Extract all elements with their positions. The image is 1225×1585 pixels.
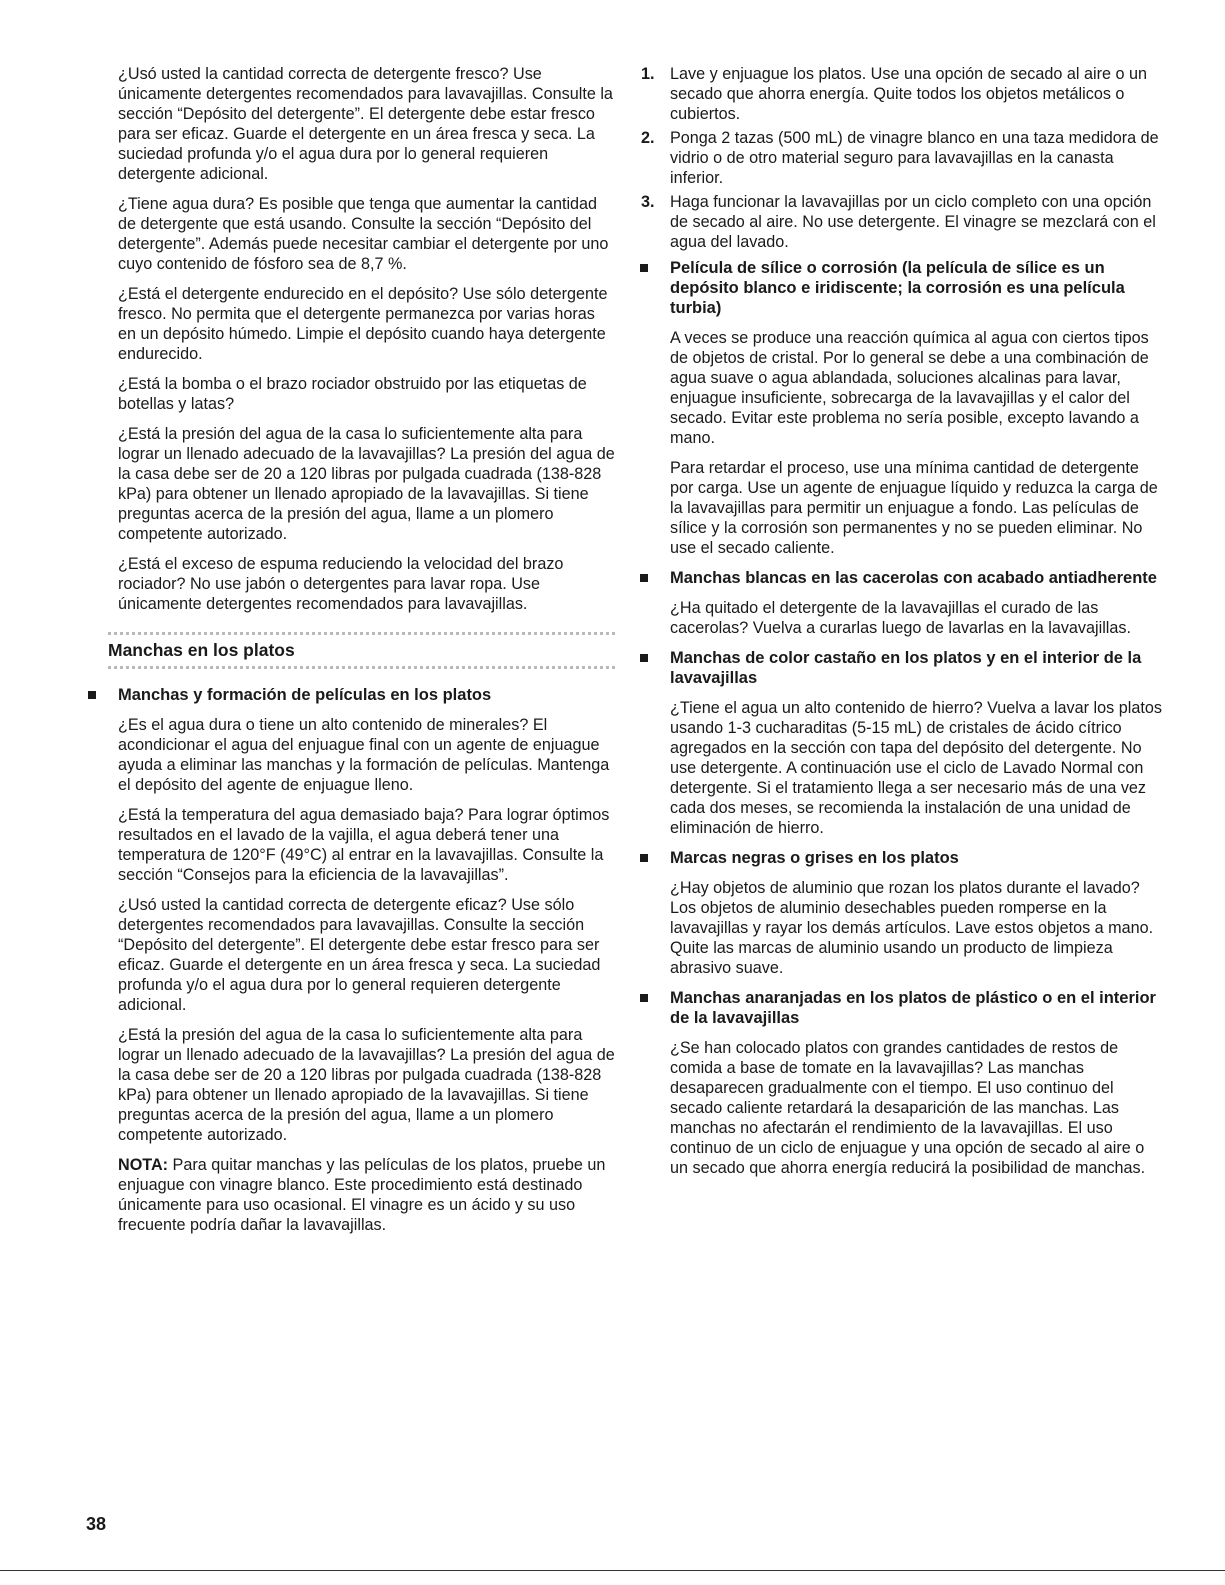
bullet-title: Marcas negras o grises en los platos xyxy=(670,849,959,867)
bullet-item xyxy=(670,258,1162,558)
bullet-title: Manchas de color castaño en los platos y en el interior de la lavavajillas xyxy=(670,649,1142,687)
bullet-body xyxy=(670,328,1162,558)
paragraph: ¿Usó usted la cantidad correcta de detergente fresco? Use únicamente detergentes recomendados para lavavajillas. Consulte la sección “Depósito del detergente”. El detergente debe estar fresco para ser eficaz. Guarde el detergente en un área fresca y seca. La suciedad profunda y/o el agua dura por lo general requieren detergente adicional. xyxy=(118,65,613,183)
paragraph: ¿Hay objetos de aluminio que rozan los platos durante el lavado? Los objetos de aluminio desechables pueden romperse en la lavavajillas y rayar los demás artículos. Lave estos objetos a mano. Quite las marcas de aluminio usando un producto de limpieza abrasivo suave. xyxy=(670,879,1154,977)
step-text: Lave y enjuague los platos. Use una opción de secado al aire o un secado que ahorra energía. Quite todos los objetos metálicos o cubiertos. xyxy=(670,65,1147,123)
paragraph: ¿Está la presión del agua de la casa lo suficientemente alta para lograr un llenado adecuado de la lavavajillas? La presión del agua de la casa debe ser de 20 a 120 libras por pulgada cuadrada (138-828 kPa) para obtener un llenado apropiado de la lavavajillas. Si tiene preguntas acerca de la presión del agua, llame a un plomero competente autorizado. xyxy=(118,425,615,543)
paragraph: ¿Está la bomba o el brazo rociador obstruido por las etiquetas de botellas y latas? xyxy=(118,375,587,413)
bullet-square-icon xyxy=(88,691,96,699)
step-number: 3. xyxy=(641,193,655,211)
page-number: 38 xyxy=(86,1514,107,1534)
bullet-body xyxy=(670,878,1162,978)
step-item xyxy=(641,128,1162,188)
paragraph: ¿Se han colocado platos con grandes cantidades de restos de comida a base de tomate en la lavavajillas? Las manchas desaparecen gradualmente con el tiempo. El uso continuo del secado caliente retardará la desaparición de las manchas. Las manchas no afectarán el rendimiento de la lavavajillas. El uso continuo de un ciclo de enjuague y una opción de secado al aire o un secado que ahorra energía reducirá la posibilidad de manchas. xyxy=(670,1039,1146,1177)
step-item xyxy=(641,64,1162,124)
bullet-square-icon xyxy=(640,994,648,1002)
step-item xyxy=(641,192,1162,252)
paragraph: ¿Ha quitado el detergente de la lavavajillas el curado de las cacerolas? Vuelva a curarlas luego de lavarlas en la lavavajillas. xyxy=(670,599,1131,637)
bullet-item xyxy=(118,685,615,1235)
bullet-square-icon xyxy=(640,264,648,272)
bullet-body xyxy=(670,698,1162,838)
bullet-body xyxy=(118,715,615,1235)
bullet-body xyxy=(670,1038,1162,1178)
bullet-item xyxy=(670,568,1162,638)
bullet-item xyxy=(670,648,1162,838)
left-column xyxy=(108,64,615,1245)
step-number: 1. xyxy=(641,65,655,83)
paragraph: ¿Tiene el agua un alto contenido de hierro? Vuelva a lavar los platos usando 1-3 cucharaditas (5-15 mL) de cristales de ácido cítrico agregados en la sección con tapa del depósito del detergente. No use detergente. A continuación use el ciclo de Lavado Normal con detergente. Si el tratamiento llega a ser necesario más de una vez cada dos meses, se recomienda la instalación de una unidad de eliminación de hierro. xyxy=(670,699,1162,837)
bullet-title: Manchas blancas en las cacerolas con acabado antiadherente xyxy=(670,569,1157,587)
paragraph: ¿Está el exceso de espuma reduciendo la velocidad del brazo rociador? No use jabón o detergentes para lavar ropa. Use únicamente detergentes recomendados para lavavajillas. xyxy=(118,555,564,613)
bullet-square-icon xyxy=(640,854,648,862)
paragraph: Para retardar el proceso, use una mínima cantidad de detergente por carga. Use un agente de enjuague líquido y reduzca la carga de la lavavajillas para permitir un enjuague a fondo. Las películas de sílice y la corrosión son permanentes y no se pueden eliminar. No use el secado caliente. xyxy=(670,459,1158,557)
step-text: Ponga 2 tazas (500 mL) de vinagre blanco en una taza medidora de vidrio o de otro material seguro para lavavajillas en la canasta inferior. xyxy=(670,129,1159,187)
bullet-square-icon xyxy=(640,574,648,582)
bullet-item xyxy=(670,848,1162,978)
bullet-title: Manchas y formación de películas en los platos xyxy=(118,686,492,704)
bullet-body xyxy=(670,598,1162,638)
section-header xyxy=(108,632,615,669)
right-column xyxy=(641,64,1162,1188)
paragraph: ¿Está el detergente endurecido en el depósito? Use sólo detergente fresco. No permita que el detergente permanezca por varias horas en un depósito húmedo. Limpie el depósito cuando haya detergente endurecido. xyxy=(118,285,608,363)
section-title: Manchas en los platos xyxy=(108,640,295,660)
bullet-square-icon xyxy=(640,654,648,662)
paragraph: A veces se produce una reacción química al agua con ciertos tipos de objetos de cristal. Por lo general se debe a una combinación de agua suave o agua ablandada, soluciones alcalinas para lavar, enjuague insuficiente, sobrecarga de la lavavajillas y el calor del secado. Evitar este problema no sería posible, excepto lavando a mano. xyxy=(670,329,1149,447)
step-text: Haga funcionar la lavavajillas por un ciclo completo con una opción de secado al aire. No use detergente. El vinagre se mezclará con el agua del lavado. xyxy=(670,193,1156,251)
paragraph: ¿Está la temperatura del agua demasiado baja? Para lograr óptimos resultados en el lavado de la vajilla, el agua deberá tener una temperatura de 120°F (49°C) al entrar en la lavavajillas. Consulte la sección “Consejos para la eficiencia de la lavavajillas”. xyxy=(118,806,610,884)
step-number: 2. xyxy=(641,129,655,147)
paragraph: ¿Está la presión del agua de la casa lo suficientemente alta para lograr un llenado adecuado de la lavavajillas? La presión del agua de la casa debe ser de 20 a 120 libras por pulgada cuadrada (138-828 kPa) para obtener un llenado apropiado de la lavavajillas. Si tiene preguntas acerca de la presión del agua, llame a un plomero competente autorizado. xyxy=(118,1026,615,1144)
paragraph: ¿Usó usted la cantidad correcta de detergente eficaz? Use sólo detergentes recomendados para lavavajillas. Consulte la sección “Depósito del detergente”. El detergente debe estar fresco para ser eficaz. Guarde el detergente en un área fresca y seca. La suciedad profunda y/o el agua dura por lo general requieren detergente adicional. xyxy=(118,896,601,1014)
note-text: Para quitar manchas y las películas de los platos, pruebe un enjuague con vinagre blanco. Este procedimiento está destinado únicamente para uso ocasional. El vinagre es un ácido y su uso frecuente podría dañar la lavavajillas. xyxy=(118,1156,606,1234)
note-label: NOTA: xyxy=(118,1156,169,1174)
bottom-rule xyxy=(0,1570,1225,1571)
paragraph: ¿Es el agua dura o tiene un alto contenido de minerales? El acondicionar el agua del enjuague final con un agente de enjuague ayuda a eliminar las manchas y la formación de películas. Mantenga el depósito del agente de enjuague lleno. xyxy=(118,716,610,794)
bullet-title: Película de sílice o corrosión (la película de sílice es un depósito blanco e iridiscente; la corrosión es una película turbia) xyxy=(670,259,1125,317)
paragraph: ¿Tiene agua dura? Es posible que tenga que aumentar la cantidad de detergente que está usando. Consulte la sección “Depósito del detergente”. Además puede necesitar cambiar el detergente por uno cuyo contenido de fósforo sea de 8,7 %. xyxy=(118,195,609,273)
bullet-title: Manchas anaranjadas en los platos de plástico o en el interior de la lavavajillas xyxy=(670,989,1156,1027)
note-paragraph xyxy=(118,1155,615,1235)
bullet-item xyxy=(670,988,1162,1178)
